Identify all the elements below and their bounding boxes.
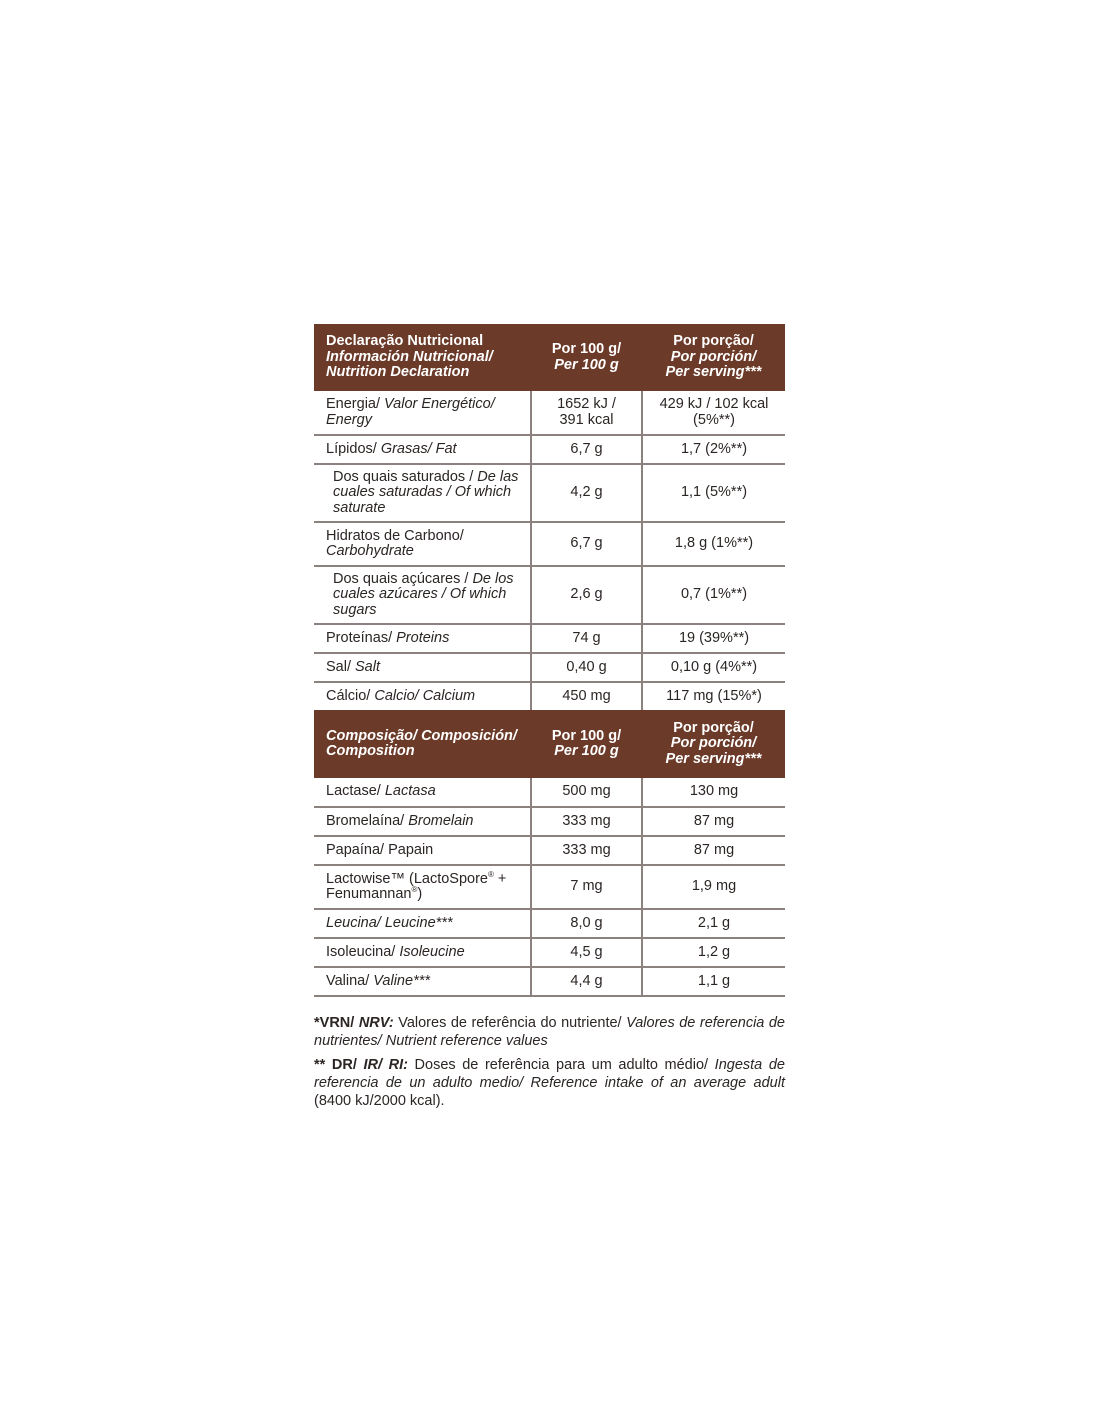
- registered-mark: ®: [488, 869, 494, 879]
- table-row-carbohydrate: [314, 522, 785, 566]
- row-label-pt: Lactowise™ (LactoSpore: [326, 870, 488, 887]
- row-label-italic: Lactasa: [384, 783, 436, 800]
- row-label-italic: Bromelain: [408, 812, 474, 829]
- row-label: [314, 391, 531, 435]
- row-label-pt: Sal/: [326, 658, 356, 675]
- nutrition-panel: [314, 324, 785, 1116]
- row-serving: 87 mg: [642, 807, 785, 836]
- row-per100: 333 mg: [531, 807, 642, 836]
- row-label-italic: Isoleucine: [399, 943, 465, 960]
- table-row-papain: [314, 836, 785, 865]
- row-serving: 19 (39%**): [642, 624, 785, 653]
- nutrition-header-serving: [642, 324, 785, 391]
- row-label: [314, 464, 531, 522]
- footnote-dr-tail: (8400 kJ/2000 kcal).: [314, 1093, 445, 1109]
- row-label: [314, 909, 531, 938]
- row-per100: 4,2 g: [531, 464, 642, 522]
- table-row-calcium: [314, 682, 785, 710]
- nutrition-header-row: [314, 324, 785, 391]
- table-row-bromelain: [314, 807, 785, 836]
- comp-per100-en: Per 100 g: [554, 743, 619, 759]
- row-label-italic: Valor Energético/ Energy: [326, 396, 495, 428]
- row-per100: 6,7 g: [531, 435, 642, 464]
- row-per100: [531, 391, 642, 435]
- registered-mark: ®: [411, 885, 418, 895]
- nutrition-header-per100: [531, 324, 642, 391]
- row-label: [314, 938, 531, 967]
- row-label-italic: Proteins: [396, 629, 450, 646]
- composition-label-line1: Composição/ Composición/: [326, 727, 517, 744]
- row-per100: 450 mg: [531, 682, 642, 710]
- composition-header-label: [314, 710, 531, 778]
- row-label-pt: Lactase/: [326, 783, 385, 800]
- row-label-pt: Valina/: [326, 972, 374, 989]
- row-per100: 74 g: [531, 624, 642, 653]
- header-per100-en: Per 100 g: [554, 356, 619, 373]
- row-label-italic: Salt: [355, 658, 381, 675]
- header-label-es: Información Nutricional/: [326, 348, 493, 365]
- row-label-italic: Grasas/ Fat: [380, 440, 457, 457]
- row-label-italic: De los cuales azúcares / Of which sugars: [333, 570, 514, 618]
- row-serving: 2,1 g: [642, 909, 785, 938]
- row-label: [314, 624, 531, 653]
- row-per100: 4,5 g: [531, 938, 642, 967]
- row-per100: 2,6 g: [531, 566, 642, 624]
- footnote-vrn-italic: Valores de referencia de nutrientes/ Nutrient reference values: [314, 1015, 785, 1049]
- row-serving: 87 mg: [642, 836, 785, 865]
- header-per100-pt: Por 100 g/: [551, 341, 622, 357]
- comp-serving-es: Por porción/: [670, 735, 757, 752]
- row-serving: 1,1 (5%**): [642, 464, 785, 522]
- footnote-dr: [314, 1056, 785, 1110]
- footnote-dr-bold-italic: IR/ RI:: [363, 1057, 408, 1073]
- nutrition-table: [314, 324, 785, 997]
- row-label-pt: Dos quais saturados /: [333, 468, 478, 485]
- energy-per100-kcal: 391 kcal: [559, 411, 614, 428]
- row-label-pt: Bromelaína/: [326, 812, 409, 829]
- row-label: [314, 778, 531, 807]
- footnote-vrn-bold-italic: NRV:: [358, 1015, 394, 1031]
- row-per100: 8,0 g: [531, 909, 642, 938]
- row-label: [314, 836, 531, 865]
- table-row-lactase: [314, 778, 785, 807]
- energy-serving-pct: (5%**): [693, 411, 735, 428]
- row-label-pt: Papaína/ Papain: [326, 841, 434, 858]
- table-row-energy: [314, 391, 785, 435]
- row-per100: 500 mg: [531, 778, 642, 807]
- footnote-dr-bold: ** DR/: [314, 1057, 364, 1073]
- row-serving: 1,9 mg: [642, 865, 785, 909]
- header-serving-en: Per serving***: [665, 364, 762, 381]
- row-label-pt: Cálcio/: [326, 687, 375, 704]
- header-serving-es: Por porción/: [670, 348, 757, 365]
- energy-per100-kj: 1652 kJ /: [557, 396, 616, 412]
- row-label-italic: De las cuales saturadas / Of which saturate: [333, 468, 519, 516]
- row-serving: 117 mg (15%*): [666, 687, 762, 704]
- row-label-pt: Isoleucina/: [326, 943, 400, 960]
- comp-serving-en: Per serving***: [665, 750, 762, 767]
- row-label: [314, 653, 531, 682]
- header-label-pt: Declaração Nutricional: [326, 333, 484, 350]
- table-row-valine: [314, 967, 785, 996]
- composition-label-line2: Composition: [326, 743, 415, 759]
- row-serving: 1,8 g (1%**): [642, 522, 785, 566]
- composition-header-serving: [642, 710, 785, 778]
- row-per100: 6,7 g: [531, 522, 642, 566]
- row-label-pt: Proteínas/: [326, 629, 397, 646]
- row-label-italic: Calcio/ Calcium: [374, 687, 476, 704]
- footnote-dr-italic: Ingesta de referencia de un adulto medio/ Reference intake of an average adult: [314, 1057, 785, 1091]
- row-label-pt: Hidratos de Carbono/: [326, 527, 464, 544]
- row-label: [314, 682, 531, 710]
- row-label-pt3: ): [417, 886, 423, 902]
- row-serving: 0,10 g (4%**): [642, 653, 785, 682]
- table-row-leucine: [314, 909, 785, 938]
- row-label: [314, 967, 531, 996]
- footnote-vrn-bold: *VRN/: [314, 1015, 359, 1031]
- row-per100: 7 mg: [531, 865, 642, 909]
- row-serving: 130 mg: [642, 778, 785, 807]
- row-serving: 0,7 (1%**): [642, 566, 785, 624]
- footnote-vrn-text: Valores de referência do nutriente/: [393, 1015, 627, 1031]
- row-label: [314, 522, 531, 566]
- row-label-italic: Carbohydrate: [326, 543, 414, 559]
- comp-serving-pt: Por porção/: [673, 719, 754, 736]
- row-label: [314, 807, 531, 836]
- row-per100: 0,40 g: [531, 653, 642, 682]
- table-row-lactowise: [314, 865, 785, 909]
- row-label-italic: Valine***: [373, 972, 430, 989]
- row-serving: 1,2 g: [642, 938, 785, 967]
- table-row-fat: [314, 435, 785, 464]
- table-row-isoleucine: [314, 938, 785, 967]
- footnotes: [314, 1014, 785, 1110]
- footnote-dr-text: Doses de referência para um adulto médio/: [407, 1057, 715, 1073]
- row-serving: [642, 391, 785, 435]
- table-row-sugars: [314, 566, 785, 624]
- row-label: [314, 435, 531, 464]
- composition-header-row: [314, 710, 785, 778]
- row-serving: 1,1 g: [642, 967, 785, 996]
- comp-per100-pt: Por 100 g/: [551, 727, 622, 744]
- row-label: [314, 865, 531, 909]
- table-row-salt: [314, 653, 785, 682]
- table-row-saturates: [314, 464, 785, 522]
- row-label-pt2: + Fenumannan: [326, 870, 507, 902]
- composition-header-per100: [531, 710, 642, 778]
- row-label-pt: Lípidos/: [326, 440, 381, 457]
- footnote-vrn: [314, 1014, 785, 1050]
- row-label-pt: Dos quais açúcares /: [333, 570, 473, 587]
- row-per100: 4,4 g: [531, 967, 642, 996]
- row-label-italic: Leucina/ Leucine***: [326, 914, 453, 931]
- nutrition-header-label: [314, 324, 531, 391]
- row-label: [314, 566, 531, 624]
- header-serving-pt: Por porção/: [673, 333, 754, 350]
- row-per100: 333 mg: [531, 836, 642, 865]
- header-label-en: Nutrition Declaration: [326, 364, 470, 381]
- row-serving: 1,7 (2%**): [642, 435, 785, 464]
- energy-serving: 429 kJ / 102 kcal: [659, 396, 769, 412]
- table-row-protein: [314, 624, 785, 653]
- row-label-pt: Energia/: [326, 396, 385, 412]
